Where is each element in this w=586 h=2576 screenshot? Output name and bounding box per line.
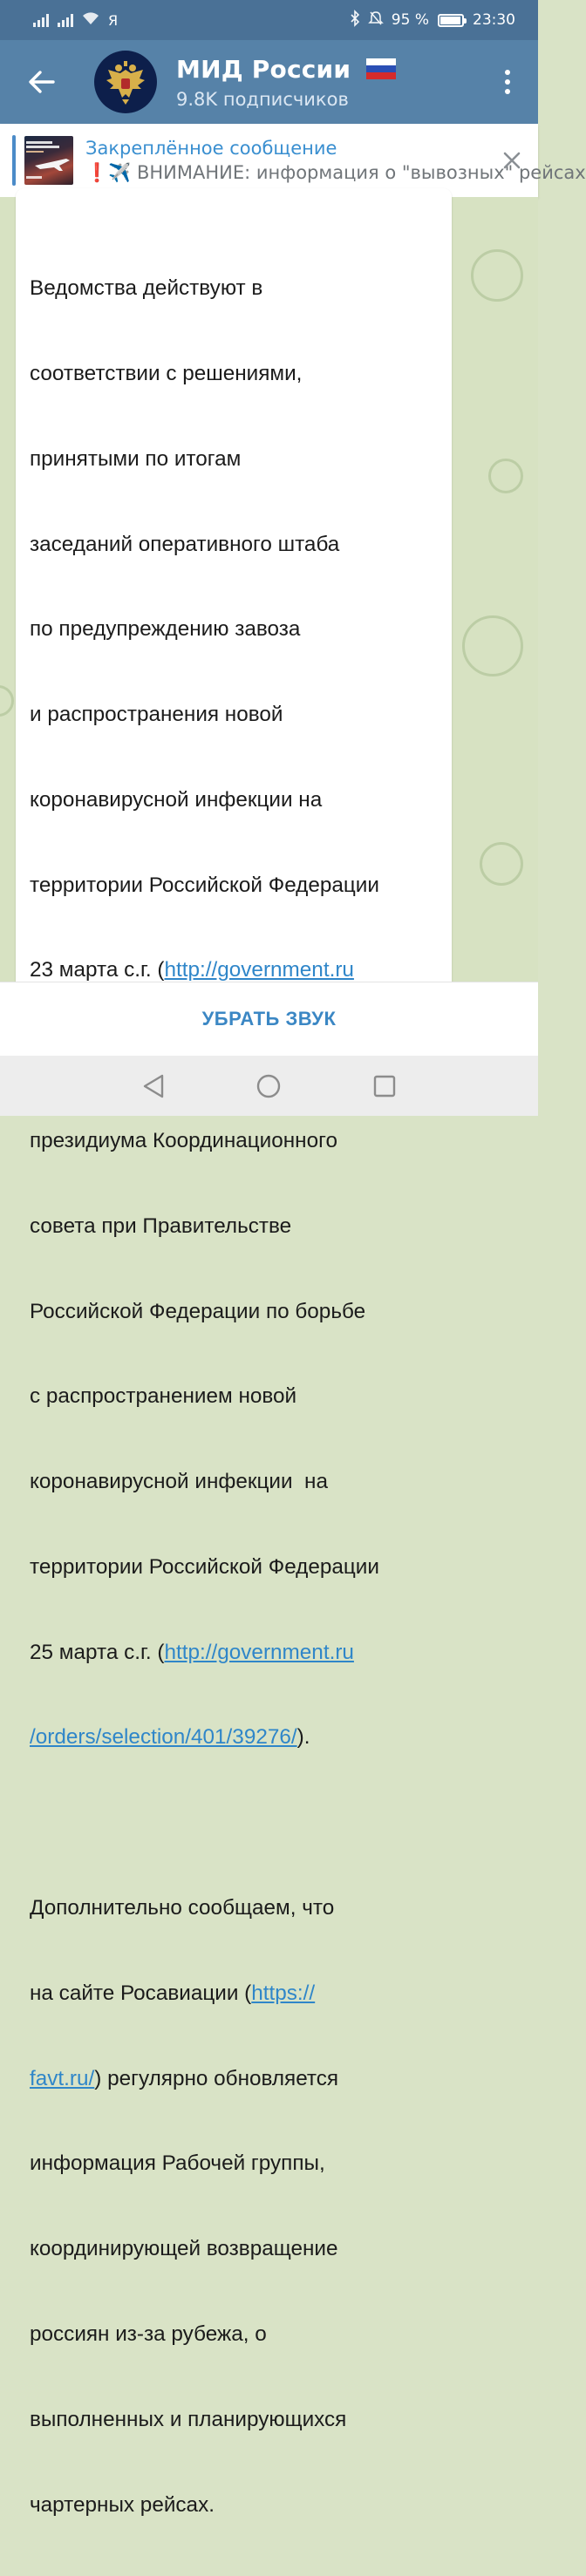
eagle-emblem-icon <box>101 58 150 106</box>
arrow-left-icon <box>29 71 55 93</box>
text-fragment: 23 марта с.г. ( <box>30 958 165 982</box>
text-line: президиума Координационного <box>30 1129 337 1152</box>
carrier-label: Я <box>108 11 119 29</box>
chat-header <box>0 40 538 124</box>
battery-fill <box>440 17 460 24</box>
text-line <box>30 1639 438 1668</box>
pinned-title: Закреплённое сообщение <box>85 137 337 159</box>
text-line: территории Российской Федерации <box>30 873 379 897</box>
nav-home-button[interactable] <box>251 1069 286 1104</box>
background-doodle <box>488 459 523 493</box>
battery-percent: 95 % <box>391 11 429 29</box>
channel-avatar[interactable] <box>94 51 157 113</box>
wifi-icon <box>82 11 99 29</box>
mute-bar <box>0 982 538 1056</box>
text-line: по предупреждению завоза <box>30 617 301 642</box>
text-line: выполненных и планирующихся <box>30 2407 347 2431</box>
nav-back-button[interactable] <box>136 1069 171 1104</box>
nav-home-icon <box>256 1073 282 1099</box>
paragraph-gap <box>30 1809 438 1838</box>
text-line: Ведомства действуют в <box>30 276 263 301</box>
message-text <box>30 218 438 2576</box>
nav-recents-button[interactable] <box>367 1069 402 1104</box>
russia-flag-icon <box>366 58 396 79</box>
text-line: и распространения новой <box>30 703 283 727</box>
close-icon <box>503 152 521 169</box>
text-fragment: ). <box>296 1725 310 1750</box>
system-nav-bar <box>0 1056 538 1116</box>
more-vert-icon[interactable] <box>477 40 538 124</box>
government-link-2-part-b[interactable]: /orders/selection/401/39276/ <box>30 1725 297 1750</box>
battery-icon <box>438 14 464 27</box>
text-line <box>30 2065 438 2094</box>
pinned-preview: ❗️✈️ ВНИМАНИЕ: информация о "вывозных" рейсах <box>85 161 586 183</box>
bell-off-icon <box>369 10 383 30</box>
text-line: соответствии с решениями, <box>30 361 303 385</box>
channel-titles[interactable] <box>176 55 477 110</box>
status-right <box>350 10 515 30</box>
text-line: заседаний оперативного штаба <box>30 532 340 556</box>
pinned-texts <box>85 137 586 184</box>
clock: 23:30 <box>473 11 515 29</box>
text-line: территории Российской Федерации <box>30 1554 379 1579</box>
text-line: совета при Правительстве <box>30 1213 292 1238</box>
signal-icon <box>33 13 49 27</box>
text-line: коронавирусной инфекции на <box>30 787 323 812</box>
text-line: Дополнительно сообщаем, что <box>30 1896 335 1920</box>
mute-button[interactable]: УБРАТЬ ЗВУК <box>201 1008 337 1030</box>
pinned-message-bar[interactable] <box>0 124 586 197</box>
text-line: чартерных рейсах. <box>30 2492 215 2517</box>
favt-link-part-a[interactable]: https:// <box>251 1981 316 2005</box>
channel-name: МИД России <box>176 54 351 84</box>
government-link-1-part-a[interactable]: http://government.ru <box>164 958 354 982</box>
pinned-thumbnail <box>24 136 73 185</box>
nav-back-icon <box>141 1073 166 1099</box>
text-line: Российской Федерации по борьбе <box>30 1299 366 1323</box>
background-doodle <box>462 615 523 676</box>
channel-title <box>176 55 477 84</box>
background-doodle <box>0 685 14 717</box>
subscriber-count: 9.8K подписчиков <box>176 88 349 110</box>
text-line: россиян из-за рубежа, о <box>30 2321 267 2346</box>
text-fragment: 25 марта с.г. ( <box>30 1640 165 1664</box>
text-fragment: на сайте Росавиации ( <box>30 1981 252 2005</box>
pinned-indicator <box>12 135 16 186</box>
status-left <box>33 11 118 29</box>
text-line: координирующей возвращение <box>30 2237 338 2261</box>
close-pinned-button[interactable] <box>486 124 538 197</box>
background-doodle <box>471 249 523 302</box>
background-doodle <box>480 842 523 886</box>
favt-link-part-b[interactable]: favt.ru/ <box>30 2066 95 2090</box>
text-line <box>30 1980 438 2008</box>
text-line <box>30 1723 438 1752</box>
text-line: коронавирусной инфекции на <box>30 1470 328 1494</box>
text-line: с распространением новой <box>30 1384 297 1409</box>
government-link-2-part-a[interactable]: http://government.ru <box>164 1640 354 1664</box>
status-bar <box>0 0 538 40</box>
back-button[interactable] <box>0 40 84 124</box>
nav-recents-icon <box>372 1074 397 1098</box>
signal-2-icon <box>58 13 73 27</box>
bluetooth-icon <box>350 10 360 30</box>
text-fragment: ) регулярно обновляется <box>94 2066 339 2090</box>
text-line: принятыми по итогам <box>30 446 242 471</box>
text-line: информация Рабочей группы, <box>30 2151 325 2176</box>
